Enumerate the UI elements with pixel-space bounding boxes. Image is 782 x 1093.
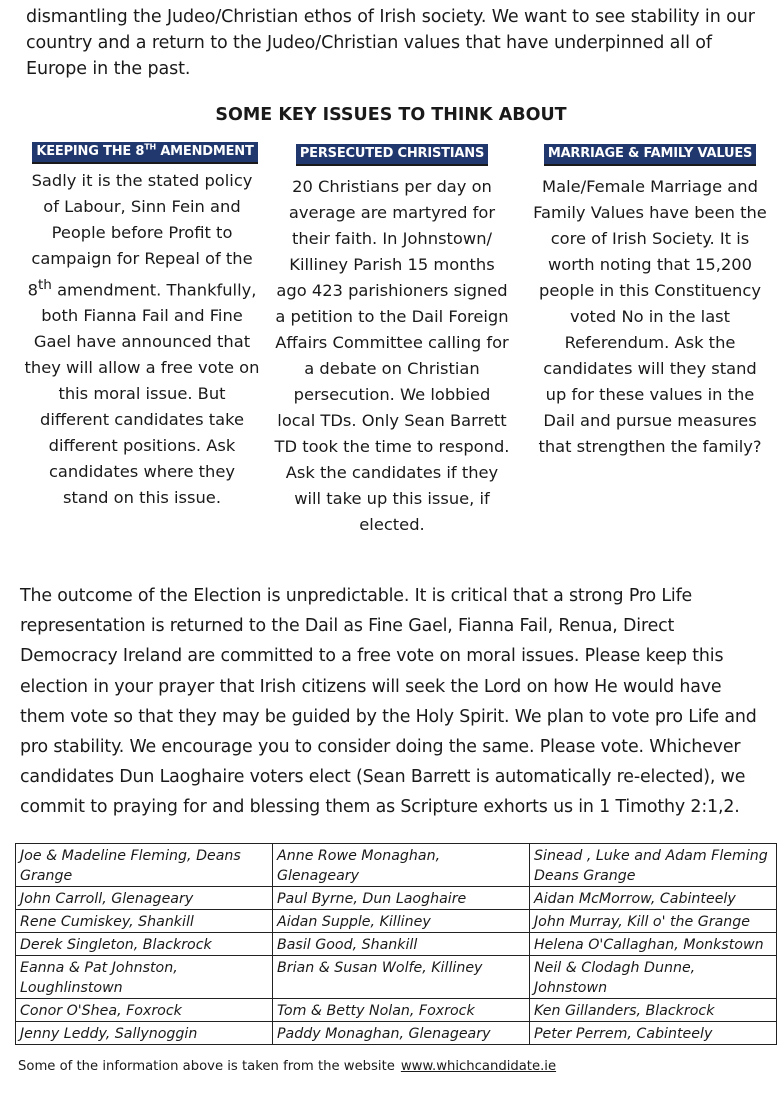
table-row	[16, 844, 777, 887]
issue-body-8th-amendment: Sadly it is the stated policy of Labour, Sinn Fein and People before Profit to campaign for Repeal of the 8th amendment. Thankfully, both Fianna Fail and Fine Gael have announced that they will allow a free vote on this moral issue. But different candidates take different positions. Ask candidates where they stand on this issue.	[24, 171, 260, 508]
signatories-table	[15, 843, 777, 1045]
table-cell: Anne Rowe Monaghan, Glenageary	[273, 844, 530, 887]
issue-column-8th-amendment	[24, 137, 260, 511]
table-row	[16, 910, 777, 933]
website-link[interactable]: www.whichcandidate.ie	[400, 1059, 557, 1074]
intro-paragraph: dismantling the Judeo/Christian ethos of Irish society. We want to see stability in our country and a return to the Judeo/Christian values that have underpinned all of Europe in the past.	[26, 7, 755, 79]
issue-title-persecuted-christians: PERSECUTED CHRISTIANS	[296, 144, 488, 166]
table-cell: John Murray, Kill o' the Grange	[530, 910, 777, 933]
table-cell: Eanna & Pat Johnston, Loughlinstown	[16, 956, 273, 999]
table-cell: Brian & Susan Wolfe, Killiney	[273, 956, 530, 999]
issue-title-8th-amendment: KEEPING THE 8TH AMENDMENT	[32, 142, 257, 164]
table-cell: Sinead , Luke and Adam Fleming Deans Grange	[530, 844, 777, 887]
table-row	[16, 933, 777, 956]
table-cell: Rene Cumiskey, Shankill	[16, 910, 273, 933]
table-cell: Aidan Supple, Killiney	[273, 910, 530, 933]
table-cell: Ken Gillanders, Blackrock	[530, 999, 777, 1022]
table-cell: Helena O'Callaghan, Monkstown	[530, 933, 777, 956]
table-cell: Derek Singleton, Blackrock	[16, 933, 273, 956]
table-row	[16, 956, 777, 999]
outcome-paragraph: The outcome of the Election is unpredictable. It is critical that a strong Pro Life representation is returned to the Dail as Fine Gael, Fianna Fail, Renua, Direct Democracy Ireland are committed to a free vote on moral issues. Please keep this election in your prayer that Irish citizens will seek the Lord on how He would have them vote so that they may be guided by the Holy Spirit. We plan to vote pro Life and pro stability. We encourage you to consider doing the same. Please vote. Whichever candidates Dun Laoghaire voters elect (Sean Barrett is automatically re-elected), we commit to praying for and blessing them as Scripture exhorts us in 1 Timothy 2:1,2.	[20, 586, 757, 818]
table-cell: Paul Byrne, Dun Laoghaire	[273, 887, 530, 910]
table-cell: Paddy Monaghan, Glenageary	[273, 1022, 530, 1045]
table-cell: Neil & Clodagh Dunne, Johnstown	[530, 956, 777, 999]
table-cell: Joe & Madeline Fleming, Deans Grange	[16, 844, 273, 887]
table-cell: Conor O'Shea, Foxrock	[16, 999, 273, 1022]
issue-body-persecuted-christians: 20 Christians per day on average are martyred for their faith. In Johnstown/ Killiney Parish 15 months ago 423 parishioners signed a petition to the Dail Foreign Affairs Committee calling for a debate on Christian persecution. We lobbied local TDs. Only Sean Barrett TD took the time to respond. Ask the candidates if they will take up this issue, if elected.	[274, 177, 510, 534]
table-cell: Peter Perrem, Cabinteely	[530, 1022, 777, 1045]
table-row	[16, 1022, 777, 1045]
issue-body-marriage-family: Male/Female Marriage and Family Values have been the core of Irish Society. It is worth noting that 15,200 people in this Constituency voted No in the last Referendum. Ask the candidates will they stand up for these values in the Dail and pursue measures that strengthen the family?	[533, 177, 767, 456]
issue-title-marriage-family: MARRIAGE & FAMILY VALUES	[544, 144, 756, 166]
table-row	[16, 887, 777, 910]
footer-note	[18, 1059, 556, 1074]
footer-text: Some of the information above is taken from the website	[18, 1059, 395, 1074]
table-cell: Basil Good, Shankill	[273, 933, 530, 956]
issue-column-persecuted-christians	[274, 139, 510, 538]
table-cell: Tom & Betty Nolan, Foxrock	[273, 999, 530, 1022]
table-cell: John Carroll, Glenageary	[16, 887, 273, 910]
table-cell: Jenny Leddy, Sallynoggin	[16, 1022, 273, 1045]
table-row	[16, 999, 777, 1022]
section-heading: SOME KEY ISSUES TO THINK ABOUT	[215, 105, 567, 125]
table-cell: Aidan McMorrow, Cabinteely	[530, 887, 777, 910]
issue-column-marriage-family	[532, 139, 768, 460]
